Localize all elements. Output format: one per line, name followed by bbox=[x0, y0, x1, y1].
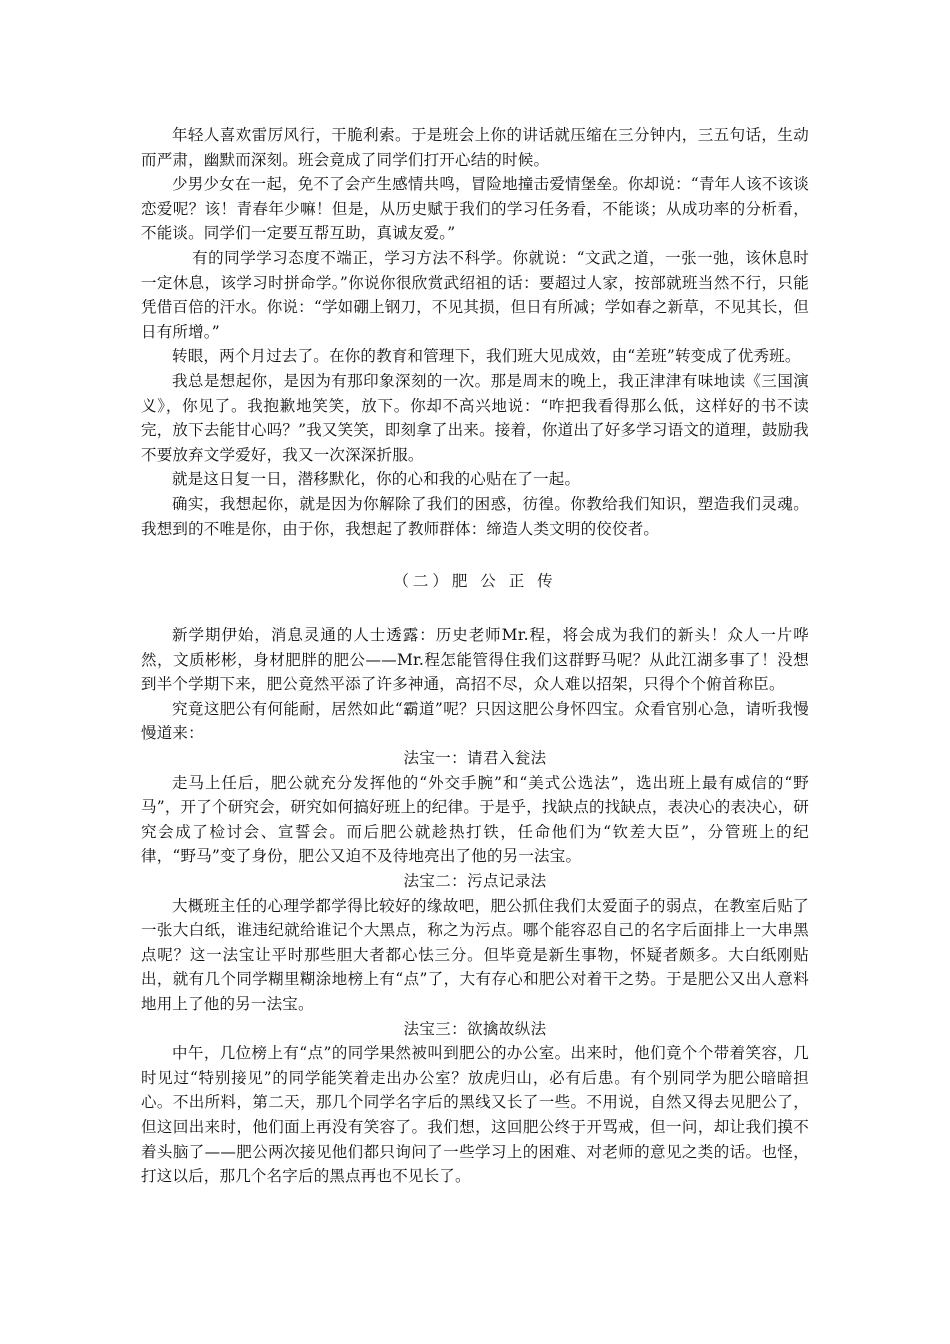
paragraph: 确实，我想起你，就是因为你解除了我们的困惑，彷徨。你教给我们知识，塑造我们灵魂。我想到的不唯是你，由于你，我想起了教师群体：缔造人类文明的佼佼者。 bbox=[141, 494, 809, 538]
paragraph: 大概班主任的心理学都学得比较好的缘故吧，肥公抓住我们太爱面子的弱点，在教室后贴了一张大白纸，谁违纪就给谁记个大黑点，称之为污点。哪个能容忍自己的名字后面排上一大串黑点呢？这一法宝让平时那些胆大者都心怯三分。但毕竟是新生事物，怀疑者颇多。大白纸刚贴出，就有几个同学糊里糊涂地榜上有“点”了，大有存心和肥公对着干之势。于是肥公又出人意料地用上了他的另一法宝。 bbox=[141, 896, 809, 1013]
paragraph: 少男少女在一起，免不了会产生感情共鸣，冒险地撞击爱情堡垒。你却说：“青年人该不该谈恋爱呢？该！青春年少嘛！但是，从历史赋于我们的学习任务看，不能谈；从成功率的分析看，不能谈。同学们一定要互帮互助，真诚友爱。” bbox=[141, 175, 809, 243]
paragraph: 我总是想起你，是因为有那印象深刻的一次。那是周末的晚上，我正津津有味地读《三国演义》，你见了。我抱歉地笑笑，放下。你却不高兴地说：“咋把我看得那么低，这样好的书不读完，放下去能甘心吗？”我又笑笑，即刻拿了出来。接着，你道出了好多学习语文的道理，鼓励我不要放弃文学爱好，我又一次深深折服。 bbox=[141, 371, 809, 464]
document-page bbox=[141, 123, 809, 1189]
method-heading: 法宝二：污点记录法 bbox=[403, 872, 547, 891]
paragraph: 中午，几位榜上有“点”的同学果然被叫到肥公的办公室。出来时，他们竟个个带着笑容，几时见过“特别接见”的同学能笑着走出办公室？放虎归山，必有后患。有个别同学为肥公暗暗担心。不出所料，第二天，那几个同学名字后的黑线又长了一些。不用说，自然又得去见肥公了，但这回出来时，他们面上再没有笑容了。我们想，这回肥公终于开骂戒，但一问，却让我们摸不着头脑了——肥公两次接见他们都只询问了一些学习上的困难、对老师的意见之类的话。也怪，打这以后，那几个名字后的黑点再也不见长了。 bbox=[141, 1044, 809, 1186]
method-heading: 法宝三：欲擒故纵法 bbox=[403, 1019, 547, 1038]
paragraph: 有的同学学习态度不端正，学习方法不科学。你就说：“文武之道，一张一弛，该休息时一定休息，该学习时拼命学。”你说你很欣赏武绍祖的话：要超过人家，按部就班当然不行，只能凭借百倍的汗水。你说：“学如硼上钢刀，不见其损，但日有所减；学如春之新草，不见其长，但日有所增。” bbox=[141, 248, 809, 341]
section-title: （二）肥 公 正 传 bbox=[393, 572, 557, 591]
paragraph: 年轻人喜欢雷厉风行，干脆利索。于是班会上你的讲话就压缩在三分钟内，三五句话，生动而严肃，幽默而深刻。班会竟成了同学们打开心结的时候。 bbox=[141, 126, 809, 169]
paragraph: 新学期伊始，消息灵通的人士透露：历史老师Mr.程，将会成为我们的新头！众人一片哗然，文质彬彬，身材肥胖的肥公——Mr.程怎能管得住我们这群野马呢？从此江湖多事了！没想到半个学期下来，肥公竟然平添了许多神通，高招不尽，众人难以招架，只得个个俯首称臣。 bbox=[141, 626, 809, 694]
paragraph: 走马上任后，肥公就充分发挥他的“外交手腕”和“美式公选法”，选出班上最有威信的“野马”，开了个研究会，研究如何搞好班上的纪律。于是乎，找缺点的找缺点，表决心的表决心，研究会成了检讨会、宣誓会。而后肥公就趁热打铁，任命他们为“钦差大臣”，分管班上的纪律，“野马”变了身份，肥公又迫不及待地亮出了他的另一法宝。 bbox=[141, 773, 809, 866]
paragraph: 究竟这肥公有何能耐，居然如此“霸道”呢？只因这肥公身怀四宝。众看官别心急，请听我慢慢道来： bbox=[141, 699, 809, 743]
paragraph: 就是这日复一日，潜移默化，你的心和我的心贴在了一起。 bbox=[172, 470, 581, 489]
method-heading: 法宝一：请君入瓮法 bbox=[403, 749, 547, 768]
paragraph: 转眼，两个月过去了。在你的教育和管理下，我们班大见成效，由“差班”转变成了优秀班。 bbox=[172, 347, 801, 366]
